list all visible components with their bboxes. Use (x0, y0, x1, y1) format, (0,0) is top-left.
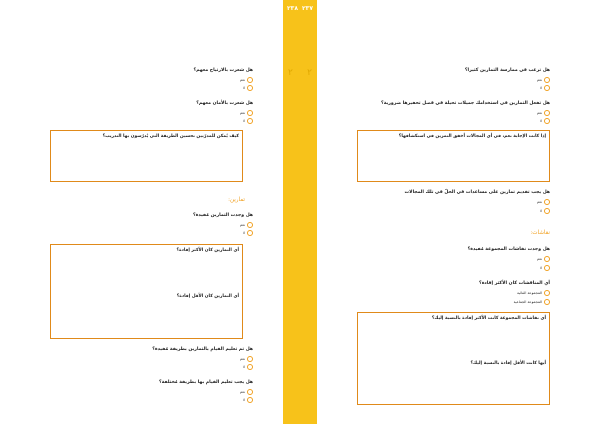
radio-circle-icon[interactable] (247, 85, 253, 91)
left-q5-option-no[interactable]: لا (243, 397, 253, 403)
right-box2-least-useful: أيها كانت الأقل إفادة بالنسبة إليك؟ (470, 361, 546, 366)
right-question-most-useful-discussion: أي المناقشات كان الأكثر إفادة؟ (479, 281, 550, 286)
right-q3-option-no[interactable]: لا (540, 208, 550, 214)
radio-circle-icon[interactable] (544, 85, 550, 91)
right-answer-box-discussions[interactable] (357, 312, 550, 405)
radio-circle-icon[interactable] (247, 222, 253, 228)
page-number-right: ٢٣٧ (302, 5, 313, 12)
left-box2-most-useful: أي التمارين كان الأكثر إفادة؟ (176, 248, 239, 253)
left-q1-option-no[interactable]: لا (243, 85, 253, 91)
left-q2-option-no[interactable]: لا (243, 118, 253, 124)
spine-mark-right: ٢ (307, 68, 312, 78)
right-question-discussions-useful: هل وجدت نقاشات المجموعة مُفيدة؟ (467, 247, 550, 252)
left-q5-option-yes[interactable]: نعم (240, 389, 253, 395)
radio-circle-icon[interactable] (544, 118, 550, 124)
radio-circle-icon[interactable] (247, 397, 253, 403)
right-page (317, 0, 600, 424)
radio-circle-icon[interactable] (247, 356, 253, 362)
left-answer-box-exercises[interactable] (50, 244, 243, 339)
left-q2-option-yes[interactable]: نعم (240, 110, 253, 116)
right-q1-option-yes[interactable]: نعم (537, 77, 550, 83)
radio-circle-icon[interactable] (544, 299, 550, 305)
right-question-help-exercises: هل يجب تقديم تمارين على مساعدات في الحلّ في تلك المجالات (404, 190, 550, 195)
radio-circle-icon[interactable] (544, 256, 550, 262)
radio-circle-icon[interactable] (544, 77, 550, 83)
right-q5-option-group[interactable]: المجموعة الجماعية (514, 299, 550, 305)
radio-circle-icon[interactable] (544, 208, 550, 214)
left-q3-option-no[interactable]: لا (243, 230, 253, 236)
right-q2-option-no[interactable]: لا (540, 118, 550, 124)
radio-circle-icon[interactable] (544, 199, 550, 205)
right-question-exercises-necessary: هل تفعل التمارين في استخدامك جميلات تحيلة في فصل تحفيزها ضرورية؟ (381, 101, 550, 106)
left-q1-option-yes[interactable]: نعم (240, 77, 253, 83)
right-q1-option-no[interactable]: لا (540, 85, 550, 91)
left-question-exercises-useful: هل وجدت التمارين مُفيدة؟ (192, 213, 253, 218)
right-box2-most-useful: أي نقاشات المجموعة كانت الأكثر إفادة بالنسبة إليك؟ (431, 316, 546, 321)
radio-circle-icon[interactable] (247, 77, 253, 83)
right-q4-option-yes[interactable]: نعم (537, 256, 550, 262)
radio-circle-icon[interactable] (247, 230, 253, 236)
spine-mark-left: ٢ (288, 68, 293, 78)
left-question-comfort: هل شعرت بالارتياح معهم؟ (193, 68, 253, 73)
right-q5-option-pair[interactable]: المجموعة الثنائية (517, 290, 550, 296)
book-spine (283, 0, 317, 424)
left-question-safety: هل شعرت بالأمان معهم؟ (196, 101, 253, 106)
left-q4-option-yes[interactable]: نعم (240, 356, 253, 362)
right-section-discussions: نقاشات: (530, 230, 550, 236)
right-q3-option-yes[interactable]: نعم (537, 199, 550, 205)
left-section-exercises: تمارين: (228, 197, 245, 203)
radio-circle-icon[interactable] (544, 265, 550, 271)
right-box1-prompt: إذا كانت الإجابة نعم، في أي المجالات أخفق التمرين في استكشافها؟ (398, 134, 546, 139)
right-q2-option-yes[interactable]: نعم (537, 110, 550, 116)
left-q3-option-yes[interactable]: نعم (240, 222, 253, 228)
radio-circle-icon[interactable] (247, 364, 253, 370)
right-question-practice: هل ترغب في ممارسة التمارين كثيرا؟ (464, 68, 550, 73)
radio-circle-icon[interactable] (247, 110, 253, 116)
radio-circle-icon[interactable] (544, 290, 550, 296)
left-question-taught-well: هل تم تعليم القيام بالتمارين بطريقة مُفيدة؟ (152, 347, 253, 352)
left-box2-least-useful: أي التمارين كان الأقل إفادة؟ (176, 294, 239, 299)
left-box1-prompt: كيف يُمكن للمدرّبين تحسين الطريقة التي يُدرّسون بها التدريب؟ (102, 134, 239, 139)
left-page (0, 0, 283, 424)
radio-circle-icon[interactable] (544, 110, 550, 116)
radio-circle-icon[interactable] (247, 118, 253, 124)
left-question-taught-differently: هل يجب تعليم القيام بها بطريقة مُختلفة؟ (158, 380, 253, 385)
left-q4-option-no[interactable]: لا (243, 364, 253, 370)
right-q4-option-no[interactable]: لا (540, 265, 550, 271)
radio-circle-icon[interactable] (247, 389, 253, 395)
page-number-left: ٢٣٨ (287, 5, 298, 12)
